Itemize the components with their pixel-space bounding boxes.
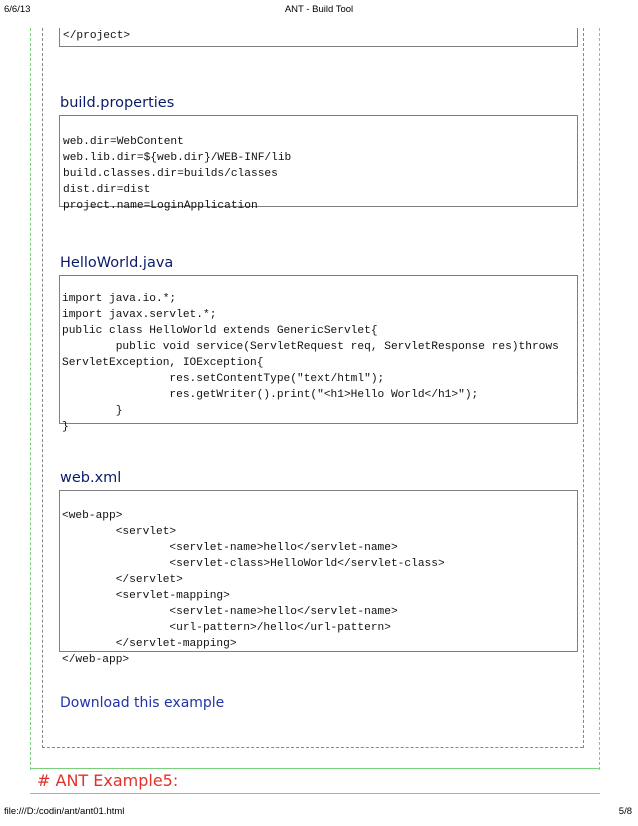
section-divider-bottom	[30, 793, 600, 794]
next-example-heading: # ANT Example5:	[37, 771, 179, 790]
section-title-web-xml: web.xml	[60, 470, 122, 486]
code-text: </project>	[63, 30, 131, 42]
section-divider-top	[30, 768, 600, 769]
content-frame-right	[583, 28, 584, 748]
download-example-link[interactable]: Download this example	[60, 695, 225, 711]
section-title-helloworld-java: HelloWorld.java	[60, 255, 174, 271]
outer-guide-left	[30, 28, 31, 770]
section-title-build-properties: build.properties	[60, 95, 175, 111]
code-block-web-xml: <web-app> <servlet> <servlet-name>hello</servlet-name> <servlet-class>HelloWorld</servlet-class> </servlet> <servlet-mapping> <servlet-name>hello</servlet-name> <url-pattern>/hello</url-pattern> </servlet-mapping> </web-app>	[59, 490, 578, 652]
code-block-project-end	[59, 28, 578, 47]
outer-guide-right	[599, 28, 600, 770]
page-number: 5/8	[618, 806, 632, 817]
print-url: file:///D:/codin/ant/ant01.html	[4, 806, 125, 817]
content-frame-left	[42, 28, 43, 748]
print-date: 6/6/13	[4, 4, 31, 15]
code-block-helloworld-java: import java.io.*; import javax.servlet.*; public class HelloWorld extends GenericServlet{ public void service(ServletRequest req, ServletResponse res)throws ServletException, IOException{ res.setContentType("text/html"); res.getWriter().print("<h1>Hello World</h1>"); } }	[59, 275, 578, 424]
content-frame-bottom	[42, 747, 583, 748]
code-block-build-properties: web.dir=WebContent web.lib.dir=${web.dir}/WEB-INF/lib build.classes.dir=builds/classes dist.dir=dist project.name=LoginApplication	[59, 115, 578, 207]
print-title: ANT - Build Tool	[284, 4, 354, 15]
